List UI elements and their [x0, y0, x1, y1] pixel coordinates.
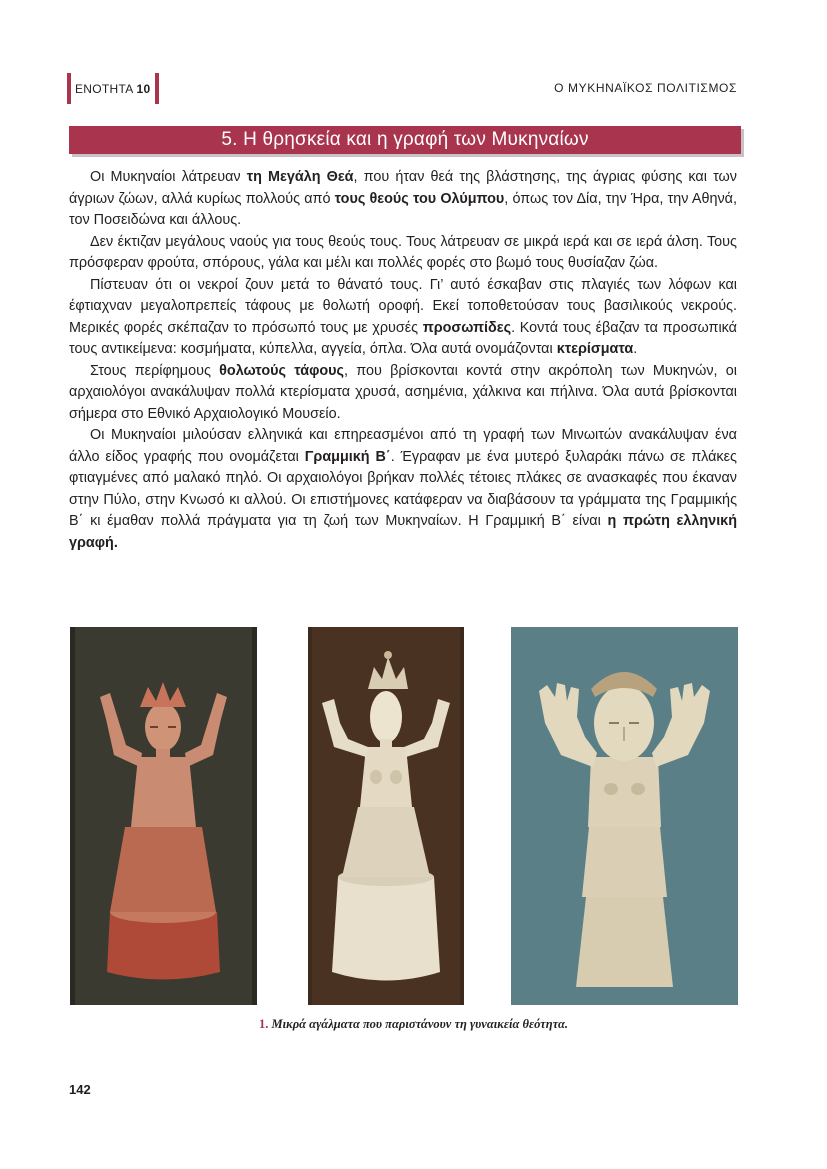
text-run: , όπως τον Δία, την Ήρα, την Αθηνά, τον Ποσειδώνα και άλλους. — [69, 190, 737, 228]
bold-term: προσωπίδες — [422, 319, 512, 336]
paragraph-1 — [69, 167, 737, 232]
text-run: . Κοντά τους έβαζαν τα προσωπικά τους αντικείμενα: κοσμήματα, κύπελλα, αγγεία, όπλα. Όλα αυτά ονομάζονται — [69, 319, 737, 357]
text-run: . Έγραφαν με ένα μυτερό ξυλαράκι πάνω σε πλάκες φτιαγμένες από μαλακό πηλό. Οι αρχαιολόγοι βρήκαν πολλές τέτοιες πλάκες σε ανασκαφές που έκαναν στην Πύλο, στην Κνωσό κι αλλού. Οι επιστήμονες κατάφεραν να διαβάσουν τα γράμματα της Γραμμικής Β΄ κι έμαθαν πολλά πράγματα για τη ζωή των Μυκηναίων. Η Γραμμική Β΄ είναι — [69, 448, 737, 529]
bold-term: τους θεούς του Ολύμπου — [334, 190, 505, 207]
figurine-photo-1 — [70, 627, 257, 1005]
figurine-photo-3 — [511, 627, 738, 1005]
bold-term: θολωτούς τάφους — [219, 362, 345, 379]
text-run: Πίστευαν ότι οι νεκροί ζουν μετά το θάνατό τους. Γι’ αυτό έσκαβαν στις πλαγιές των λόφων και έφτιαχναν μεγαλοπρεπείς τάφους με θολωτή οροφή. Εκεί τοποθετούσαν τους βασιλικούς νεκρούς. Μερικές φορές σκέπαζαν το πρόσωπό τους με χρυσές — [69, 276, 737, 336]
figure-caption — [0, 1017, 827, 1032]
text-run: . — [633, 341, 638, 357]
header-bar-right — [155, 73, 159, 104]
text-run: Στους περίφημους — [90, 362, 220, 379]
bold-term: η πρώτη ελληνική γραφή. — [69, 513, 738, 551]
section-title-text: 5. Η θρησκεία και η γραφή των Μυκηναίων — [221, 129, 589, 150]
paragraph-4 — [69, 361, 737, 426]
figure-caption-text: Μικρά αγάλματα που παριστάνουν τη γυναικεία θεότητα. — [271, 1017, 569, 1031]
text-run: , που ήταν θεά της βλάστησης, της άγριας φύσης και των άγριων ζώων, αλλά κυρίως πολλούς από — [69, 169, 737, 207]
paragraph-3 — [69, 275, 737, 361]
figurine-photo-2 — [308, 627, 464, 1005]
page-number: 142 — [69, 1082, 91, 1097]
text-run: Δεν έκτιζαν μεγάλους ναούς για τους θεούς τους. Τους λάτρευαν σε μικρά ιερά και σε ιερά άλση. Τους πρόσφεραν φρούτα, σπόρους, γάλα και μέλι και πολλές φορές στο βωμό τους θυσίαζαν ζώα. — [69, 233, 737, 271]
text-run: Οι Μυκηναίοι μιλούσαν ελληνικά και επηρεασμένοι από τη γραφή των Μινωιτών ανακάλυψαν ένα άλλο είδος γραφής που ονομάζεται — [69, 427, 737, 465]
bold-term: τη Μεγάλη Θεά — [246, 169, 354, 185]
body-text — [69, 167, 737, 554]
text-run: Οι Μυκηναίοι λάτρευαν — [90, 169, 247, 185]
header-unit — [67, 73, 159, 104]
text-run: , που βρίσκονται κοντά στην ακρόπολη των Μυκηνών, οι αρχαιολόγοι ανακάλυψαν πολλά κτερίσματα χρυσά, ασημένια, χάλκινα και πήλινα. Όλα αυτά βρίσκονται σήμερα στο Εθνικό Αρχαιολογικό Μουσείο. — [69, 362, 737, 422]
chapter-title: Ο ΜΥΚΗΝΑΪΚΟΣ ΠΟΛΙΤΙΣΜΟΣ — [554, 81, 737, 95]
bold-term: κτερίσματα — [556, 341, 634, 357]
figure-number: 1. — [258, 1017, 269, 1031]
unit-label: ΕΝΟΤΗΤΑ — [75, 81, 133, 96]
bold-term: Γραμμική Β΄ — [304, 448, 391, 465]
section-title — [69, 126, 741, 154]
unit-number: 10 — [136, 81, 151, 96]
paragraph-5 — [69, 425, 737, 554]
paragraph-2 — [69, 232, 737, 275]
